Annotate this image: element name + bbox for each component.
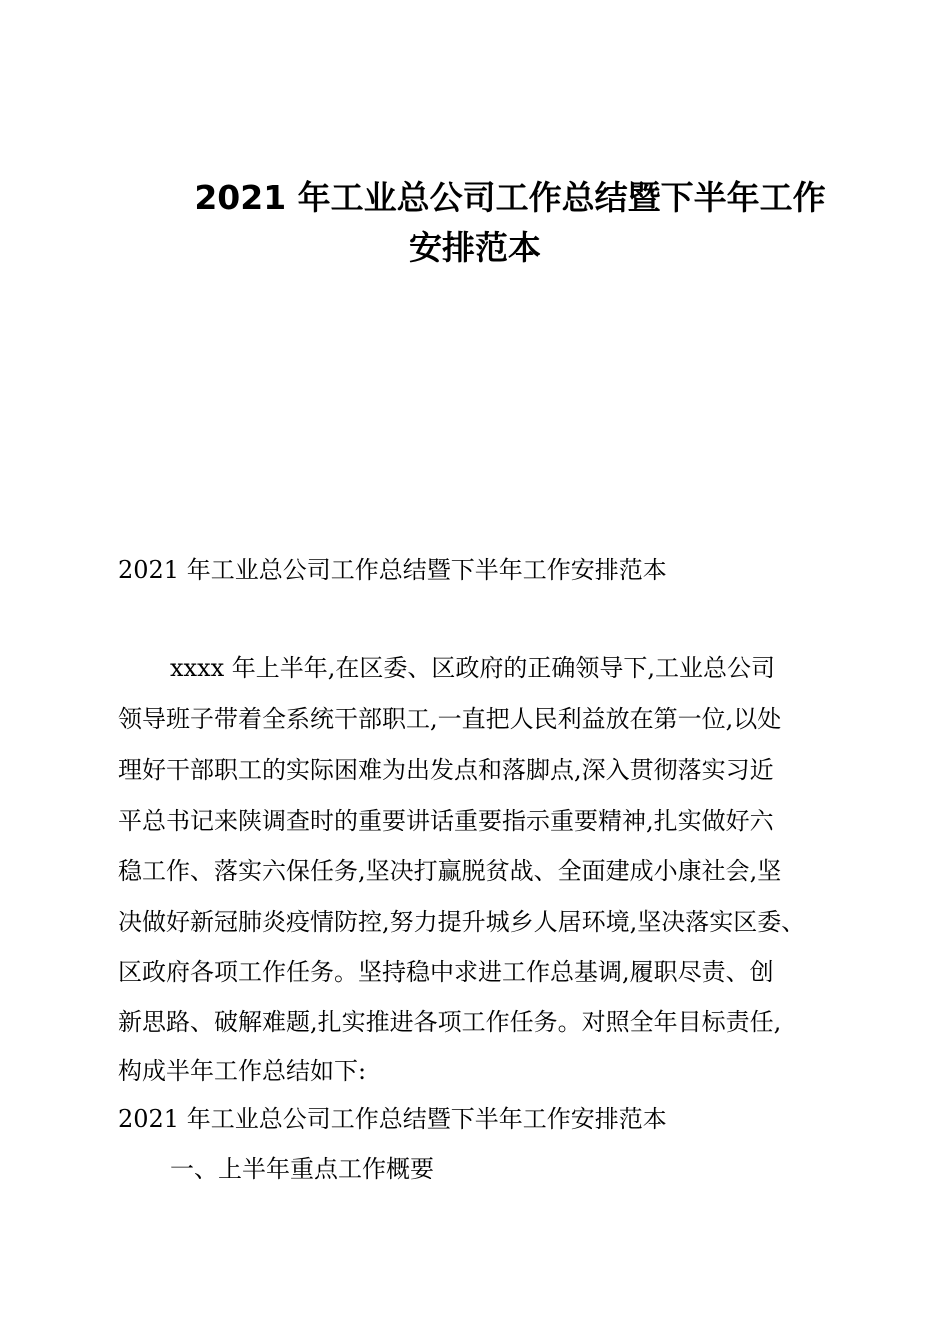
paragraph-line: 领导班子带着全系统干部职工,一直把人民利益放在第一位,以处 [118, 705, 782, 733]
paragraph-line: 理好干部职工的实际困难为出发点和落脚点,深入贯彻落实习近 [118, 756, 774, 784]
paragraph-line: 平总书记来陕调查时的重要讲话重要指示重要精神,扎实做好六 [118, 807, 774, 835]
document-title-line-2: 安排范本 [409, 228, 541, 267]
paragraph-line: 新思路、破解难题,扎实推进各项工作任务。对照全年目标责任, [118, 1008, 782, 1036]
paragraph-line: 决做好新冠肺炎疫情防控,努力提升城乡人居环境,坚决落实区委、 [118, 908, 806, 936]
paragraph-line: xxxx 年上半年,在区委、区政府的正确领导下,工业总公司 [170, 654, 776, 682]
document-title-line-1: 2021 年工业总公司工作总结暨下半年工作 [194, 178, 826, 217]
paragraph-line: 稳工作、落实六保任务,坚决打赢脱贫战、全面建成小康社会,坚 [118, 857, 782, 885]
paragraph-line: 构成半年工作总结如下: [118, 1057, 367, 1085]
repeat-heading: 2021 年工业总公司工作总结暨下半年工作安排范本 [118, 1105, 667, 1133]
document-subtitle: 2021 年工业总公司工作总结暨下半年工作安排范本 [118, 556, 667, 584]
paragraph-line: 区政府各项工作任务。坚持稳中求进工作总基调,履职尽责、创 [118, 958, 774, 986]
section-heading: 一、上半年重点工作概要 [170, 1155, 434, 1183]
